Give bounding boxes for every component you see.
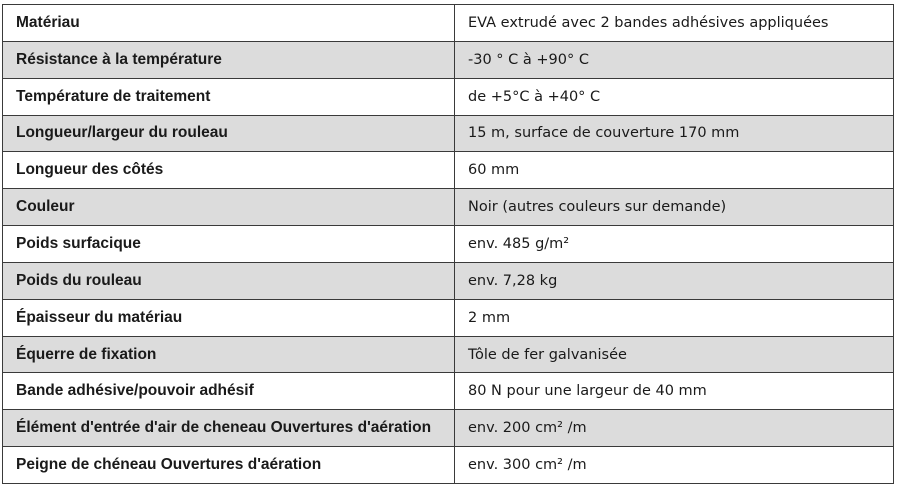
row-value: env. 200 cm² /m: [468, 420, 587, 437]
row-value: -30 ° C à +90° C: [468, 51, 589, 68]
table-row: [3, 5, 893, 42]
table-row: [3, 42, 893, 79]
table-row: [3, 263, 893, 300]
row-label: Épaisseur du matériau: [3, 300, 455, 336]
row-label: Poids surfacique: [3, 226, 455, 262]
row-value: 15 m, surface de couverture 170 mm: [468, 125, 740, 142]
row-label: Longueur des côtés: [3, 152, 455, 188]
row-value: env. 300 cm² /m: [468, 457, 587, 474]
row-value: Tôle de fer galvanisée: [468, 346, 627, 363]
row-value: de +5°C à +40° C: [468, 88, 601, 105]
table-row: [3, 116, 893, 153]
row-value: 60 mm: [468, 162, 520, 179]
specifications-table: [2, 4, 894, 484]
row-label: Température de traitement: [3, 79, 455, 115]
table-row: [3, 300, 893, 337]
row-label: Élément d'entrée d'air de cheneau Ouvertures d'aération: [3, 410, 455, 446]
row-value: 80 N pour une largeur de 40 mm: [468, 383, 707, 400]
table-row: [3, 189, 893, 226]
table-row: [3, 373, 893, 410]
row-value: 2 mm: [468, 309, 511, 326]
row-value: env. 7,28 kg: [468, 272, 558, 289]
table-row: [3, 410, 893, 447]
row-value: EVA extrudé avec 2 bandes adhésives appliquées: [468, 14, 829, 31]
table-row: [3, 152, 893, 189]
table-row: [3, 79, 893, 116]
row-label: Matériau: [3, 5, 455, 41]
table-row: [3, 447, 893, 483]
row-label: Longueur/largeur du rouleau: [3, 116, 455, 152]
row-label: Résistance à la température: [3, 42, 455, 78]
row-label: Peigne de chéneau Ouvertures d'aération: [3, 447, 455, 483]
row-value: env. 485 g/m²: [468, 235, 570, 252]
row-label: Poids du rouleau: [3, 263, 455, 299]
row-value: Noir (autres couleurs sur demande): [468, 199, 727, 216]
row-label: Bande adhésive/pouvoir adhésif: [3, 373, 455, 409]
table-row: [3, 337, 893, 374]
row-label: Équerre de fixation: [3, 337, 455, 373]
table-row: [3, 226, 893, 263]
row-label: Couleur: [3, 189, 455, 225]
